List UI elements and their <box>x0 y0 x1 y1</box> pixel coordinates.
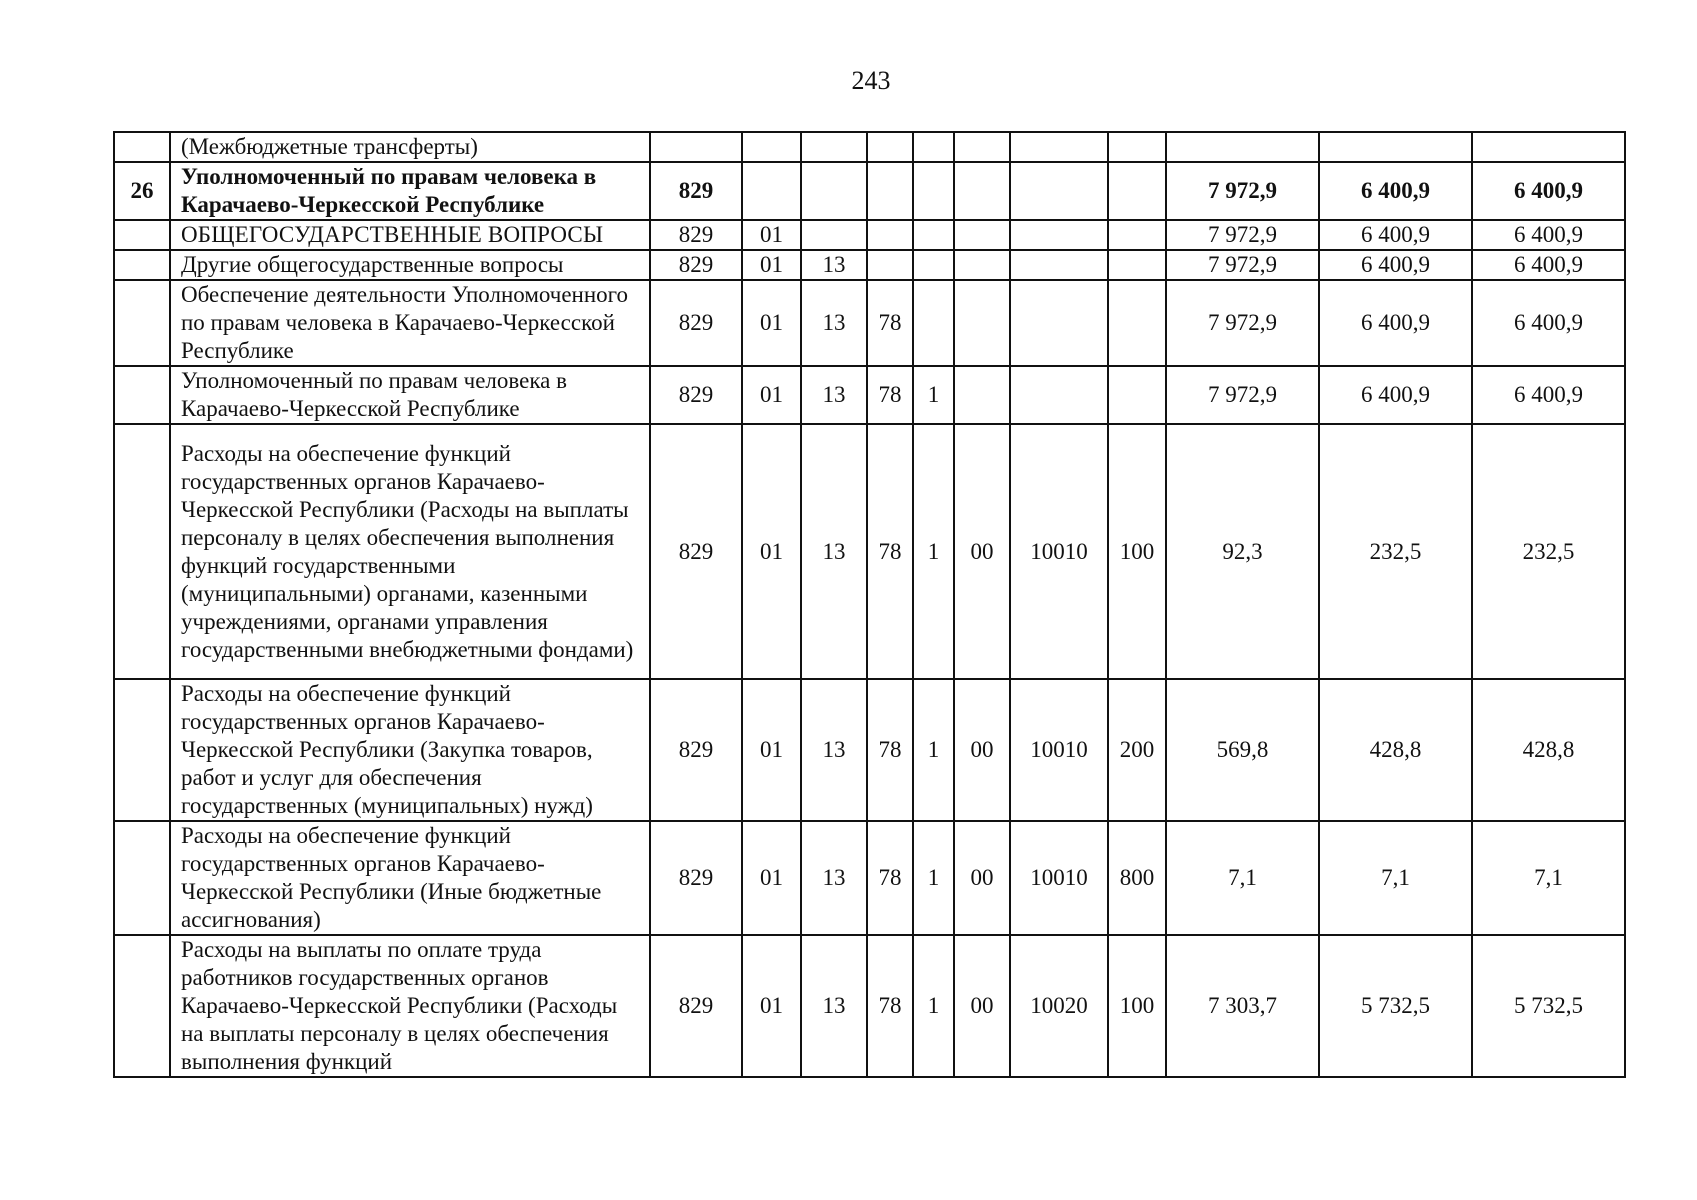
event-code-cell: 00 <box>954 679 1010 821</box>
expense-type-code-cell <box>1108 162 1166 220</box>
subprogram-code-cell: 1 <box>913 424 954 679</box>
grbs-code-cell: 829 <box>650 250 742 280</box>
subprogram-code-cell <box>913 220 954 250</box>
program-code-cell <box>867 220 913 250</box>
amount-year3-cell: 428,8 <box>1472 679 1625 821</box>
event-code-cell <box>954 220 1010 250</box>
row-number-cell <box>114 935 170 1077</box>
row-number-cell <box>114 132 170 162</box>
grbs-code-cell: 829 <box>650 220 742 250</box>
row-number-cell <box>114 424 170 679</box>
expense-direction-code-cell: 10010 <box>1010 679 1108 821</box>
event-code-cell: 00 <box>954 821 1010 935</box>
table-row <box>114 679 1625 821</box>
table-row <box>114 935 1625 1077</box>
event-code-cell: 00 <box>954 424 1010 679</box>
subsection-code-cell: 13 <box>801 679 867 821</box>
amount-year1-cell: 7 972,9 <box>1166 162 1319 220</box>
grbs-code-cell: 829 <box>650 424 742 679</box>
grbs-code-cell <box>650 132 742 162</box>
item-name-cell: Расходы на обеспечение функций государственных органов Карачаево-Черкесской Республики (Иные бюджетные ассигнования) <box>170 821 650 935</box>
grbs-code-cell: 829 <box>650 821 742 935</box>
amount-year2-cell: 6 400,9 <box>1319 280 1472 366</box>
subprogram-code-cell <box>913 250 954 280</box>
event-code-cell: 00 <box>954 935 1010 1077</box>
grbs-code-cell: 829 <box>650 366 742 424</box>
event-code-cell <box>954 366 1010 424</box>
subsection-code-cell <box>801 132 867 162</box>
grbs-code-cell: 829 <box>650 679 742 821</box>
expense-direction-code-cell <box>1010 220 1108 250</box>
amount-year1-cell: 7 972,9 <box>1166 366 1319 424</box>
expense-type-code-cell <box>1108 366 1166 424</box>
expense-direction-code-cell <box>1010 162 1108 220</box>
row-number-cell <box>114 280 170 366</box>
amount-year3-cell: 6 400,9 <box>1472 280 1625 366</box>
subsection-code-cell: 13 <box>801 280 867 366</box>
item-name-cell: Расходы на обеспечение функций государственных органов Карачаево-Черкесской Республики (Расходы на выплаты персоналу в целях обеспечения выполнения функций государственными (муниципальными) органами, казенными учреждениями, органами управления государственными внебюджетными фондами) <box>170 424 650 679</box>
program-code-cell <box>867 162 913 220</box>
table-row <box>114 132 1625 162</box>
subprogram-code-cell <box>913 132 954 162</box>
expense-direction-code-cell: 10020 <box>1010 935 1108 1077</box>
item-name-cell: Обеспечение деятельности Уполномоченного по правам человека в Карачаево-Черкесской Республике <box>170 280 650 366</box>
expense-type-code-cell <box>1108 220 1166 250</box>
table-row <box>114 220 1625 250</box>
amount-year3-cell: 232,5 <box>1472 424 1625 679</box>
subprogram-code-cell <box>913 162 954 220</box>
grbs-code-cell: 829 <box>650 162 742 220</box>
expense-type-code-cell: 200 <box>1108 679 1166 821</box>
amount-year2-cell: 6 400,9 <box>1319 162 1472 220</box>
expense-direction-code-cell <box>1010 132 1108 162</box>
amount-year3-cell: 7,1 <box>1472 821 1625 935</box>
amount-year2-cell: 6 400,9 <box>1319 366 1472 424</box>
amount-year2-cell: 232,5 <box>1319 424 1472 679</box>
event-code-cell <box>954 280 1010 366</box>
table-row <box>114 250 1625 280</box>
section-code-cell <box>742 162 801 220</box>
expense-direction-code-cell: 10010 <box>1010 821 1108 935</box>
amount-year1-cell: 7 972,9 <box>1166 280 1319 366</box>
amount-year1-cell: 92,3 <box>1166 424 1319 679</box>
program-code-cell <box>867 250 913 280</box>
row-number-cell <box>114 250 170 280</box>
table-row <box>114 162 1625 220</box>
table-row <box>114 280 1625 366</box>
expense-type-code-cell: 800 <box>1108 821 1166 935</box>
subprogram-code-cell <box>913 280 954 366</box>
row-number-cell <box>114 821 170 935</box>
item-name-cell: Уполномоченный по правам человека в Карачаево-Черкесской Республике <box>170 162 650 220</box>
grbs-code-cell: 829 <box>650 935 742 1077</box>
program-code-cell <box>867 132 913 162</box>
program-code-cell: 78 <box>867 679 913 821</box>
program-code-cell: 78 <box>867 366 913 424</box>
expense-type-code-cell: 100 <box>1108 424 1166 679</box>
expense-type-code-cell <box>1108 280 1166 366</box>
section-code-cell: 01 <box>742 280 801 366</box>
amount-year1-cell: 7 972,9 <box>1166 220 1319 250</box>
amount-year3-cell: 6 400,9 <box>1472 220 1625 250</box>
row-number-cell <box>114 366 170 424</box>
page-number: 243 <box>851 66 891 95</box>
item-name-cell: Расходы на выплаты по оплате труда работников государственных органов Карачаево-Черкесской Республики (Расходы на выплаты персоналу в целях обеспечения выполнения функций <box>170 935 650 1077</box>
table-row <box>114 821 1625 935</box>
amount-year3-cell: 6 400,9 <box>1472 366 1625 424</box>
amount-year3-cell <box>1472 132 1625 162</box>
subsection-code-cell: 13 <box>801 366 867 424</box>
amount-year2-cell: 6 400,9 <box>1319 250 1472 280</box>
amount-year3-cell: 6 400,9 <box>1472 250 1625 280</box>
amount-year3-cell: 5 732,5 <box>1472 935 1625 1077</box>
section-code-cell: 01 <box>742 679 801 821</box>
program-code-cell: 78 <box>867 280 913 366</box>
section-code-cell: 01 <box>742 366 801 424</box>
item-name-cell: Другие общегосударственные вопросы <box>170 250 650 280</box>
section-code-cell: 01 <box>742 821 801 935</box>
section-code-cell: 01 <box>742 424 801 679</box>
item-name-cell: (Межбюджетные трансферты) <box>170 132 650 162</box>
subprogram-code-cell: 1 <box>913 821 954 935</box>
subprogram-code-cell: 1 <box>913 366 954 424</box>
amount-year1-cell: 7 303,7 <box>1166 935 1319 1077</box>
row-number-cell: 26 <box>114 162 170 220</box>
row-number-cell <box>114 679 170 821</box>
grbs-code-cell: 829 <box>650 280 742 366</box>
section-code-cell: 01 <box>742 935 801 1077</box>
amount-year2-cell: 6 400,9 <box>1319 220 1472 250</box>
table-row <box>114 366 1625 424</box>
item-name-cell: Расходы на обеспечение функций государственных органов Карачаево-Черкесской Республики (Закупка товаров, работ и услуг для обеспечения государственных (муниципальных) нужд) <box>170 679 650 821</box>
subsection-code-cell: 13 <box>801 424 867 679</box>
subsection-code-cell: 13 <box>801 821 867 935</box>
amount-year2-cell: 5 732,5 <box>1319 935 1472 1077</box>
section-code-cell <box>742 132 801 162</box>
amount-year2-cell: 7,1 <box>1319 821 1472 935</box>
subsection-code-cell: 13 <box>801 250 867 280</box>
event-code-cell <box>954 250 1010 280</box>
event-code-cell <box>954 162 1010 220</box>
expense-direction-code-cell <box>1010 280 1108 366</box>
amount-year3-cell: 6 400,9 <box>1472 162 1625 220</box>
subsection-code-cell: 13 <box>801 935 867 1077</box>
expense-direction-code-cell <box>1010 250 1108 280</box>
item-name-cell: Уполномоченный по правам человека в Карачаево-Черкесской Республике <box>170 366 650 424</box>
expense-type-code-cell <box>1108 132 1166 162</box>
budget-table <box>113 131 1626 1078</box>
subsection-code-cell <box>801 162 867 220</box>
subprogram-code-cell: 1 <box>913 935 954 1077</box>
program-code-cell: 78 <box>867 935 913 1077</box>
subprogram-code-cell: 1 <box>913 679 954 821</box>
event-code-cell <box>954 132 1010 162</box>
amount-year2-cell <box>1319 132 1472 162</box>
amount-year1-cell: 7,1 <box>1166 821 1319 935</box>
amount-year1-cell: 569,8 <box>1166 679 1319 821</box>
expense-type-code-cell: 100 <box>1108 935 1166 1077</box>
table-row <box>114 424 1625 679</box>
amount-year1-cell <box>1166 132 1319 162</box>
amount-year1-cell: 7 972,9 <box>1166 250 1319 280</box>
expense-type-code-cell <box>1108 250 1166 280</box>
section-code-cell: 01 <box>742 250 801 280</box>
expense-direction-code-cell: 10010 <box>1010 424 1108 679</box>
program-code-cell: 78 <box>867 424 913 679</box>
expense-direction-code-cell <box>1010 366 1108 424</box>
item-name-cell: ОБЩЕГОСУДАРСТВЕННЫЕ ВОПРОСЫ <box>170 220 650 250</box>
row-number-cell <box>114 220 170 250</box>
amount-year2-cell: 428,8 <box>1319 679 1472 821</box>
program-code-cell: 78 <box>867 821 913 935</box>
section-code-cell: 01 <box>742 220 801 250</box>
subsection-code-cell <box>801 220 867 250</box>
